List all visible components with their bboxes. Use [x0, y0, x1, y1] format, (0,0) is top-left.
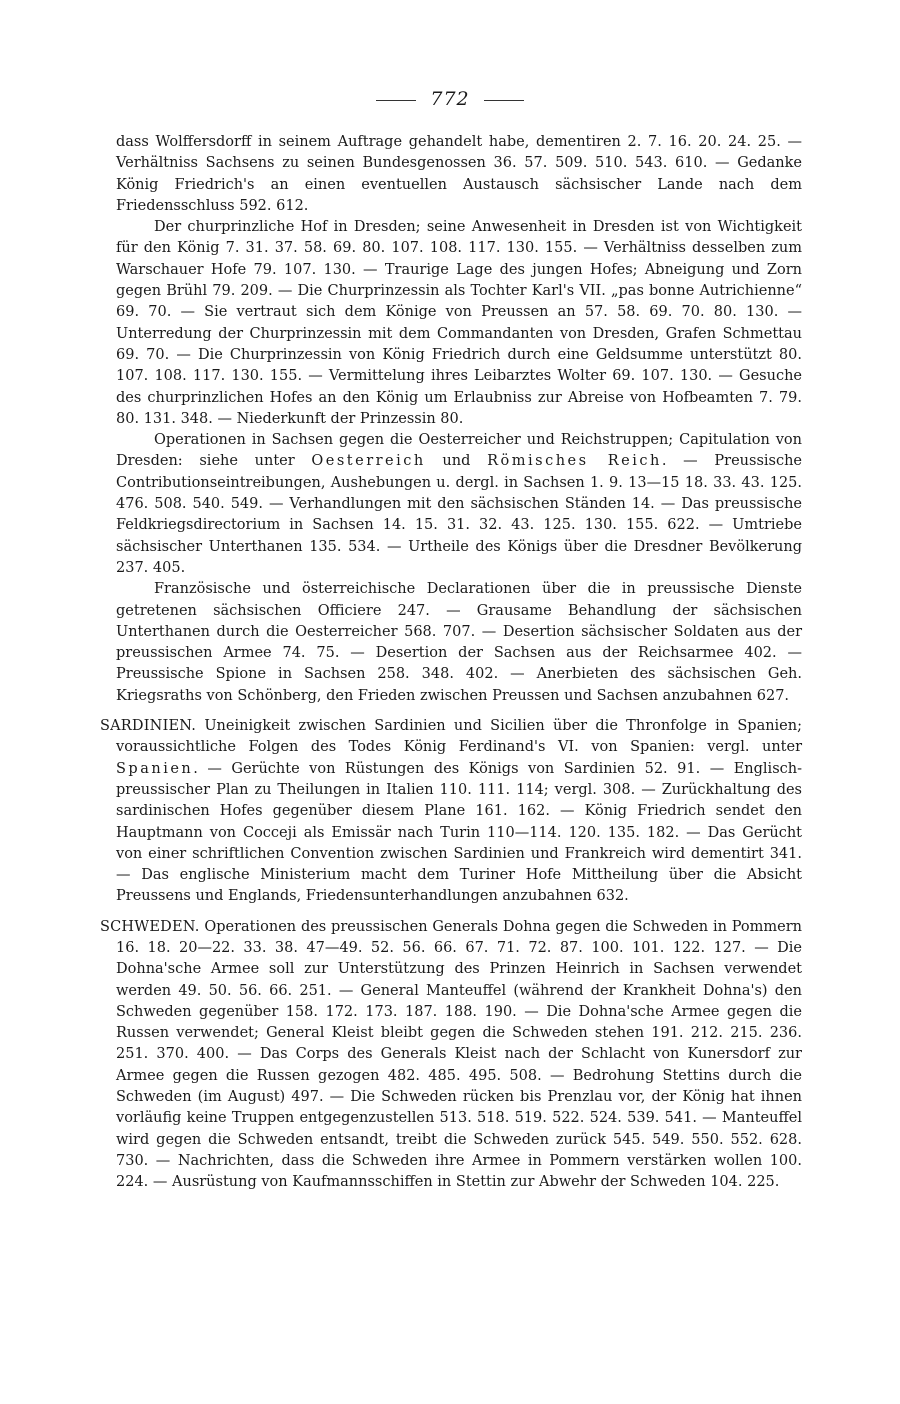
page-header: [0, 88, 900, 110]
index-entry-sardinien: [100, 716, 802, 908]
header-rule-right: [484, 100, 524, 101]
cross-reference: Römisches Reich: [487, 453, 662, 470]
entry-text: Operationen des preussischen Generals Dohna gegen die Schweden in Pommern 16. 18. 20—22. 33. 38. 47—49. 52. 56. 66. 67. 71. 72. 87. 100. 101. 122. 127. — Die Dohna'sche Armee soll zur Unterstützung des Prinzen Heinrich in Sachsen verwendet werden 49. 50. 56. 66. 251. — General Manteuffel (während der Krankheit Dohna's) den Schweden gegenüber 158. 172. 173. 187. 188. 190. — Die Dohna'sche Armee gegen die Russen verwendet; General Kleist bleibt gegen die Schweden stehen 191. 212. 215. 236. 251. 370. 400. — Das Corps des Generals Kleist nach der Schlacht von Kunersdorf zur Armee gegen die Russen gezogen 482. 485. 495. 508. — Bedrohung Stettins durch die Schweden (im August) 497. — Die Schweden rücken bis Prenzlau vor, der König hat ihnen vorläufig keine Truppen entgegenzustellen 513. 518. 519. 522. 524. 539. 541. — Manteuffel wird gegen die Schweden entsandt, treibt die Schweden zurück 545. 549. 550. 552. 628. 730. — Nachrichten, dass die Schweden ihre Armee in Pommern verstärken wollen 100. 224. — Ausrüstung von Kaufmannsschiffen in Stettin zur Abwehr der Schweden 104. 225.: [116, 918, 802, 1191]
paragraph-text: und: [425, 453, 488, 470]
paragraph-text: Operationen in Sachsen gegen die Oesterreicher und Reichstruppen; Capitulation von Dresden: siehe unter: [116, 432, 802, 470]
entry-heading: SARDINIEN.: [100, 718, 197, 735]
cross-reference: Spanien: [116, 760, 194, 777]
paragraph-operationen-sachsen: [100, 430, 802, 579]
paragraph-declarationen: Französische und österreichische Declarationen über die in preussische Dienste getretenen sächsischen Officiere 247. — Grausame Behandlung der sächsischen Unterthanen durch die Oesterreicher 568. 707. — Desertion sächsischer Soldaten aus der preussischen Armee 74. 75. — Desertion der Sachsen aus der Reichsarmee 402. — Preussische Spione in Sachsen 258. 348. 402. — Anerbieten des sächsischen Geh. Kriegsraths von Schönberg, den Frieden zwischen Preussen und Sachsen anzubahnen 627.: [116, 581, 802, 704]
header-rule-left: [376, 100, 416, 101]
paragraph-continuation: dass Wolffersdorff in seinem Auftrage gehandelt habe, dementiren 2. 7. 16. 20. 24. 25. — Verhältniss Sachsens zu seinen Bundesgenossen 36. 57. 509. 510. 543. 610. — Gedanke König Friedrich's an einen eventuellen Austausch sächsischer Lande nach dem Friedensschluss 592. 612.: [116, 134, 802, 214]
paragraph-churprinzlicher-hof: Der churprinzliche Hof in Dresden; seine Anwesenheit in Dresden ist von Wichtigkeit für den König 7. 31. 37. 58. 69. 80. 107. 108. 117. 130. 155. — Verhältniss desselben zum Warschauer Hofe 79. 107. 130. — Traurige Lage des jungen Hofes; Abneigung und Zorn gegen Brühl 79. 209. — Die Churprinzessin als Tochter Karl's VII. „pas bonne Autrichienne“ 69. 70. — Sie vertraut sich dem Könige von Preussen an 57. 58. 69. 70. 80. 130. — Unterredung der Churprinzessin mit dem Commandanten von Dresden, Grafen Schmettau 69. 70. — Die Churprinzessin von König Friedrich durch eine Geldsumme unterstützt 80. 107. 108. 117. 130. 155. — Vermittelung ihres Leibarztes Wolter 69. 107. 130. — Gesuche des churprinzlichen Hofes an den König um Erlaubniss zur Abreise von Hofbeamten 7. 79. 80. 131. 348. — Niederkunft der Prinzessin 80.: [116, 219, 802, 427]
entry-text: Uneinigkeit zwischen Sardinien und Sicilien über die Thronfolge in Spanien; voraussichtliche Folgen des Todes König Ferdinand's VI. von Spanien: vergl. unter: [116, 718, 802, 756]
paragraph-text: . — Preussische Contributionseintreibungen, Aushebungen u. dergl. in Sachsen 1. 9. 13—15 18. 33. 43. 125. 476. 508. 540. 549. — Verhandlungen mit den sächsischen Ständen 14. — Das preussische Feldkriegsdirectorium in Sachsen 14. 15. 31. 32. 43. 125. 130. 155. 622. — Umtriebe sächsischer Unterthanen 135. 534. — Urtheile des Königs über die Dresdner Bevölkerung 237. 405.: [116, 453, 802, 576]
page-number: 772: [430, 88, 470, 110]
index-entry-schweden: [100, 917, 802, 1194]
entry-heading: SCHWEDEN.: [100, 918, 200, 935]
entry-text: . — Gerüchte von Rüstungen des Königs von Sardinien 52. 91. — Englisch-preussischer Plan zu Theilungen in Italien 110. 111. 114; vergl. 308. — Zurückhaltung des sardinischen Hofes gegenüber diesem Plane 161. 162. — König Friedrich sendet den Hauptmann von Cocceji als Emissär nach Turin 110—114. 120. 135. 182. — Das Gerücht von einer schriftlichen Convention zwischen Sardinien und Frankreich wird dementirt 341. — Das englische Ministerium macht dem Turiner Hofe Mittheilung über die Absicht Preussens und Englands, Friedensunterhandlungen anzubahnen 632.: [116, 760, 802, 905]
cross-reference: Oesterreich: [311, 453, 426, 470]
index-text: [100, 132, 802, 1194]
